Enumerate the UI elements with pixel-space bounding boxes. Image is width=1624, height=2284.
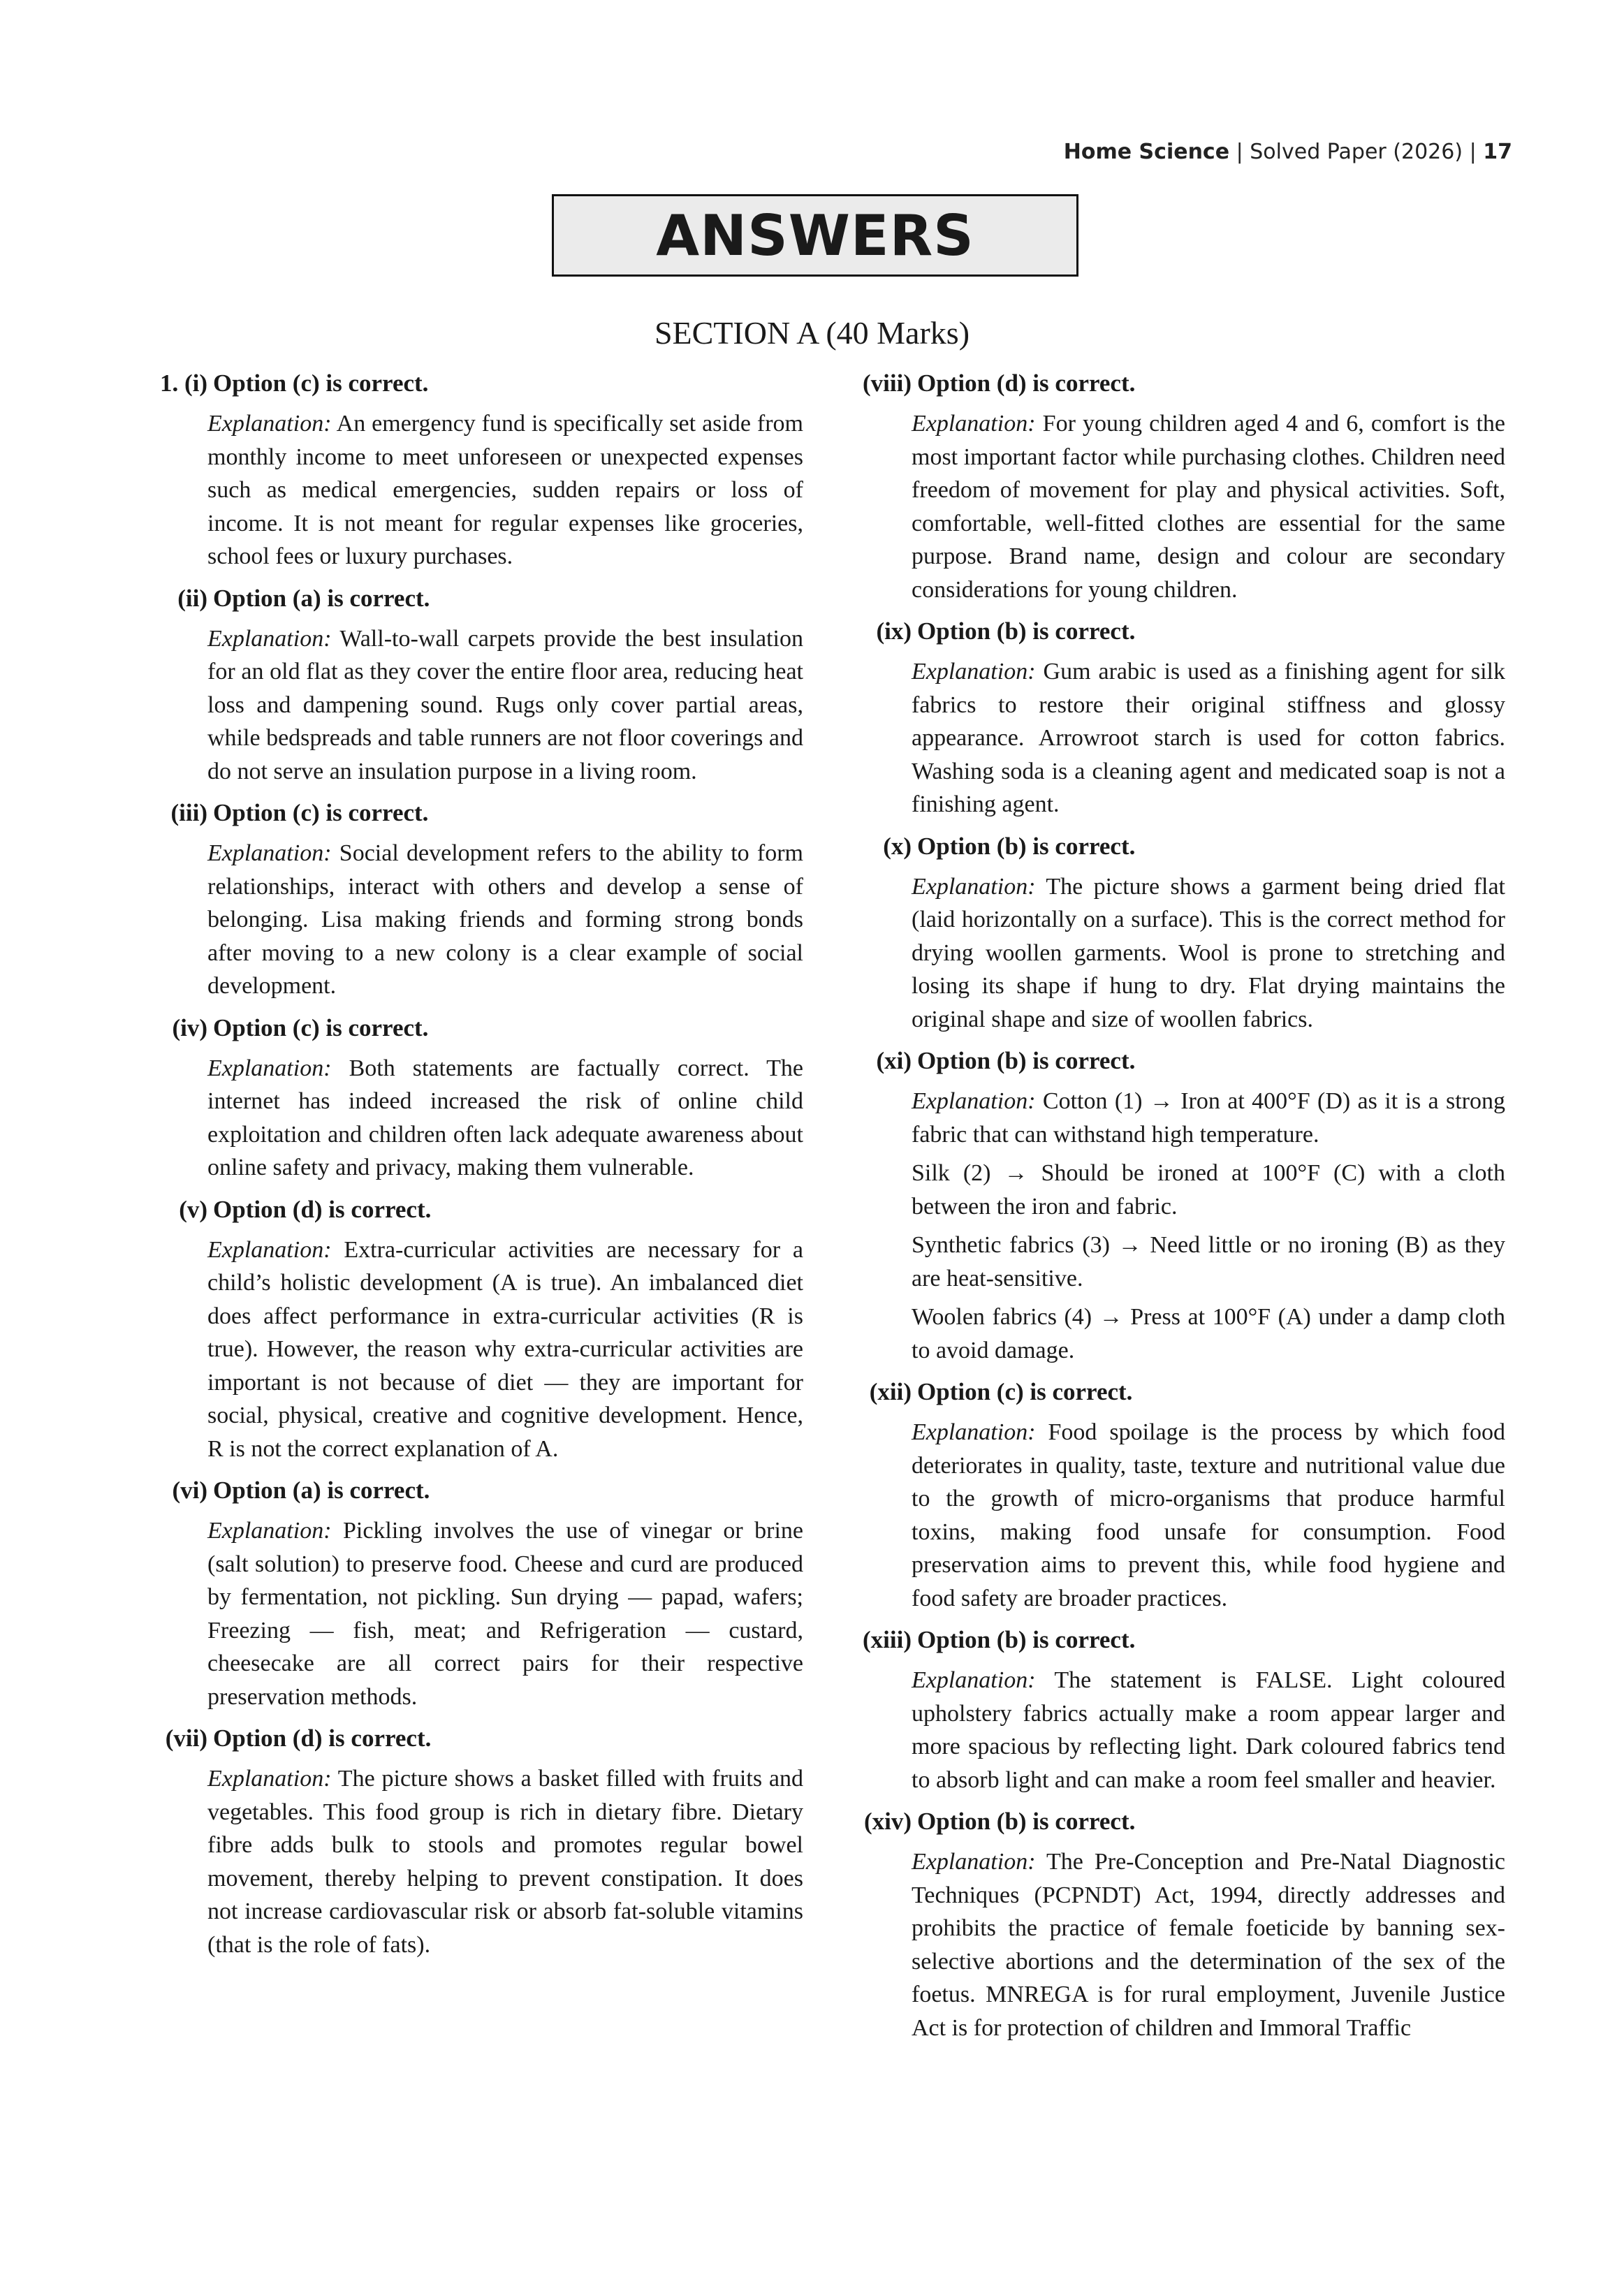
explanation-label: Explanation: [207,1055,332,1081]
answer-option: Option (b) is correct. [917,832,1136,860]
answer-option: Option (a) is correct. [213,584,430,612]
explanation-text: Social development refers to the ability to form relationships, interact with others and develop a sense of belonging. Lisa making friends and forming strong bonds after moving to a new colony is a clear example of social development. [207,840,803,999]
subject-name: Home Science [1063,140,1230,164]
question-number: (xi) [876,1047,912,1074]
explanation-text: The picture shows a basket filled with fruits and vegetables. This food group is rich in dietary fibre. Dietary fibre adds bulk to stools and promotes regular bowel movement, thereby helping to prevent constipation. It does not increase cardiovascular risk or absorb fat-soluble vitamins (that is the role of fats). [207,1766,804,1958]
answer-item [842,1046,1505,1367]
question-number: (iii) [170,799,207,826]
question-number: (xiii) [863,1626,912,1653]
question-number: (vii) [165,1725,207,1752]
explanation-text: The Pre-Conception and Pre-Natal Diagnostic Techniques (PCPNDT) Act, 1994, directly addresses and prohibits the practice of female foeticide by banning sex-selective abortions and the determination of the sex of the foetus. MNREGA is for rural employment, Juvenile Justice Act is for protection of children and Immoral Traffic [912,1849,1505,2041]
paper-title: Solved Paper (2026) [1250,140,1463,164]
answer-option: Option (b) is correct. [917,617,1136,645]
explanation-text: Pickling involves the use of vinegar or brine (salt solution) to preserve food. Cheese and curd are produced by fermentation, not pickling. Sun drying — papad, wafers; Freezing — fish, meat; and Refrigeration — custard, cheesecake are all correct pairs for their respective preservation methods. [207,1518,803,1710]
answer-item [143,1475,803,1713]
question-number: (xiv) [863,1808,912,1835]
right-column [842,368,1505,2054]
page-number: 17 [1483,140,1512,164]
explanation-text: The statement is FALSE. Light coloured upholstery fabrics actually make a room appear larger and more spacious by reflecting light. Dark coloured fabrics tend to absorb light and can make a room feel smaller and heavier. [912,1667,1506,1793]
answer-option: Option (b) is correct. [917,1626,1136,1653]
question-number: (ii) [177,584,207,612]
explanation-label: Explanation: [207,625,332,652]
answer-item [842,1625,1505,1796]
answer-option: Option (c) is correct. [213,799,429,826]
question-number: (v) [179,1195,207,1223]
answer-item [842,1377,1505,1615]
question-number: (vi) [172,1477,207,1504]
left-column [143,368,803,1971]
explanation-text: Gum arabic is used as a finishing agent for silk fabrics to restore their original stiffness and glossy appearance. Arrowroot starch is used for cotton fabrics. Washing soda is a cleaning agent and medicated soap is not a finishing agent. [912,659,1506,817]
question-number: (ix) [876,617,912,645]
answer-option: Option (c) is correct. [213,1013,429,1041]
running-header [1064,140,1512,164]
explanation-label: Explanation: [912,1419,1036,1445]
explanation-text: Cotton (1) → Iron at 400°F (D) as it is a strong fabric that can withstand high temperature. [912,1088,1506,1148]
explanation-text: Both statements are factually correct. The internet has indeed increased the risk of online child exploitation and children often lack adequate awareness about online safety and privacy, making them vulnerable. [207,1055,803,1180]
question-number: (iv) [172,1013,207,1041]
answer-option: Option (d) is correct. [213,1195,432,1223]
explanation-text: Extra-curricular activities are necessary for a child’s holistic development (A is true). An imbalanced diet does affect performance in extra-curricular activities (R is true). However, the reason why extra-curricular activities are important is not because of diet — they are important for social, physical, creative and cognitive development. Hence, R is not the correct explanation of A. [207,1236,803,1462]
explanation-text: Wall-to-wall carpets provide the best insulation for an old flat as they cover the entire floor area, reducing heat loss and dampening sound. Rugs only cover partial areas, while bedspreads and table runners are not floor coverings and do not serve an insulation purpose in a living room. [207,625,803,784]
explanation-label: Explanation: [207,1236,332,1263]
explanation-label: Explanation: [207,1766,332,1792]
explanation-text: Food spoilage is the process by which food deteriorates in quality, taste, texture and nutritional value due to the growth of micro-organisms that produce harmful toxins, making food unsafe for consumption. Food preservation aims to prevent this, while food hygiene and food safety are broader practices. [912,1419,1506,1611]
explanation-label: Explanation: [912,1667,1036,1693]
question-number: (x) [883,832,912,860]
answer-option: Option (d) is correct. [213,1725,432,1752]
answers-banner: ANSWERS [552,194,1078,277]
answer-option: Option (a) is correct. [213,1477,430,1504]
question-number: (viii) [863,369,912,397]
answer-item [143,1013,803,1185]
answer-item [143,583,803,789]
explanation-label: Explanation: [207,411,332,437]
ironing-line-synthetic: Synthetic fabrics (3) → Need little or no ironing (B) as they are heat-sensitive. [912,1232,1505,1291]
answer-item [842,1806,1505,2044]
explanation-label: Explanation: [912,411,1036,437]
ironing-line-silk: Silk (2) → Should be ironed at 100°F (C) with a cloth between the iron and fabric. [912,1160,1505,1220]
answer-item [842,616,1505,821]
answer-option: Option (c) is correct. [213,369,429,397]
explanation-label: Explanation: [207,840,332,866]
explanation-label: Explanation: [912,1849,1036,1875]
header-separator: | [1236,140,1243,164]
answer-item [842,368,1505,606]
answer-option: Option (c) is correct. [917,1378,1133,1405]
explanation-text: The picture shows a garment being dried flat (laid horizontally on a surface). This is the correct method for drying woollen garments. Wool is prone to stretching and losing its shape if hung to dry. Flat drying maintains the original shape and size of woollen fabrics. [912,873,1505,1032]
answer-option: Option (d) is correct. [917,369,1136,397]
answer-item [143,1723,803,1961]
explanation-text: For young children aged 4 and 6, comfort is the most important factor while purchasing clothes. Children need freedom of movement for play and physical activities. Soft, comfortable, well-fitted clothes are essential for the same purpose. Brand name, design and colour are secondary considerations for young children. [912,411,1505,603]
ironing-line-woolen: Woolen fabrics (4) → Press at 100°F (A) under a damp cloth to avoid damage. [912,1304,1505,1363]
explanation-label: Explanation: [912,659,1036,685]
explanation-text: An emergency fund is specifically set aside from monthly income to meet unforeseen or unexpected expenses such as medical emergencies, sudden repairs or loss of income. It is not meant for regular expenses like groceries, school fees or luxury purchases. [207,411,803,569]
answer-item [143,798,803,1003]
header-separator-2: | [1469,140,1477,164]
answer-item [143,1194,803,1466]
explanation-label: Explanation: [912,873,1036,900]
question-number: (xii) [869,1378,912,1405]
explanation-label: Explanation: [207,1518,332,1544]
answer-item [143,368,803,573]
explanation-label: Explanation: [912,1088,1036,1114]
answer-item [842,831,1505,1037]
section-title: SECTION A (40 Marks) [654,315,970,351]
answer-option: Option (b) is correct. [917,1047,1136,1074]
answer-option: Option (b) is correct. [917,1808,1136,1835]
question-number: 1. (i) [159,369,207,397]
